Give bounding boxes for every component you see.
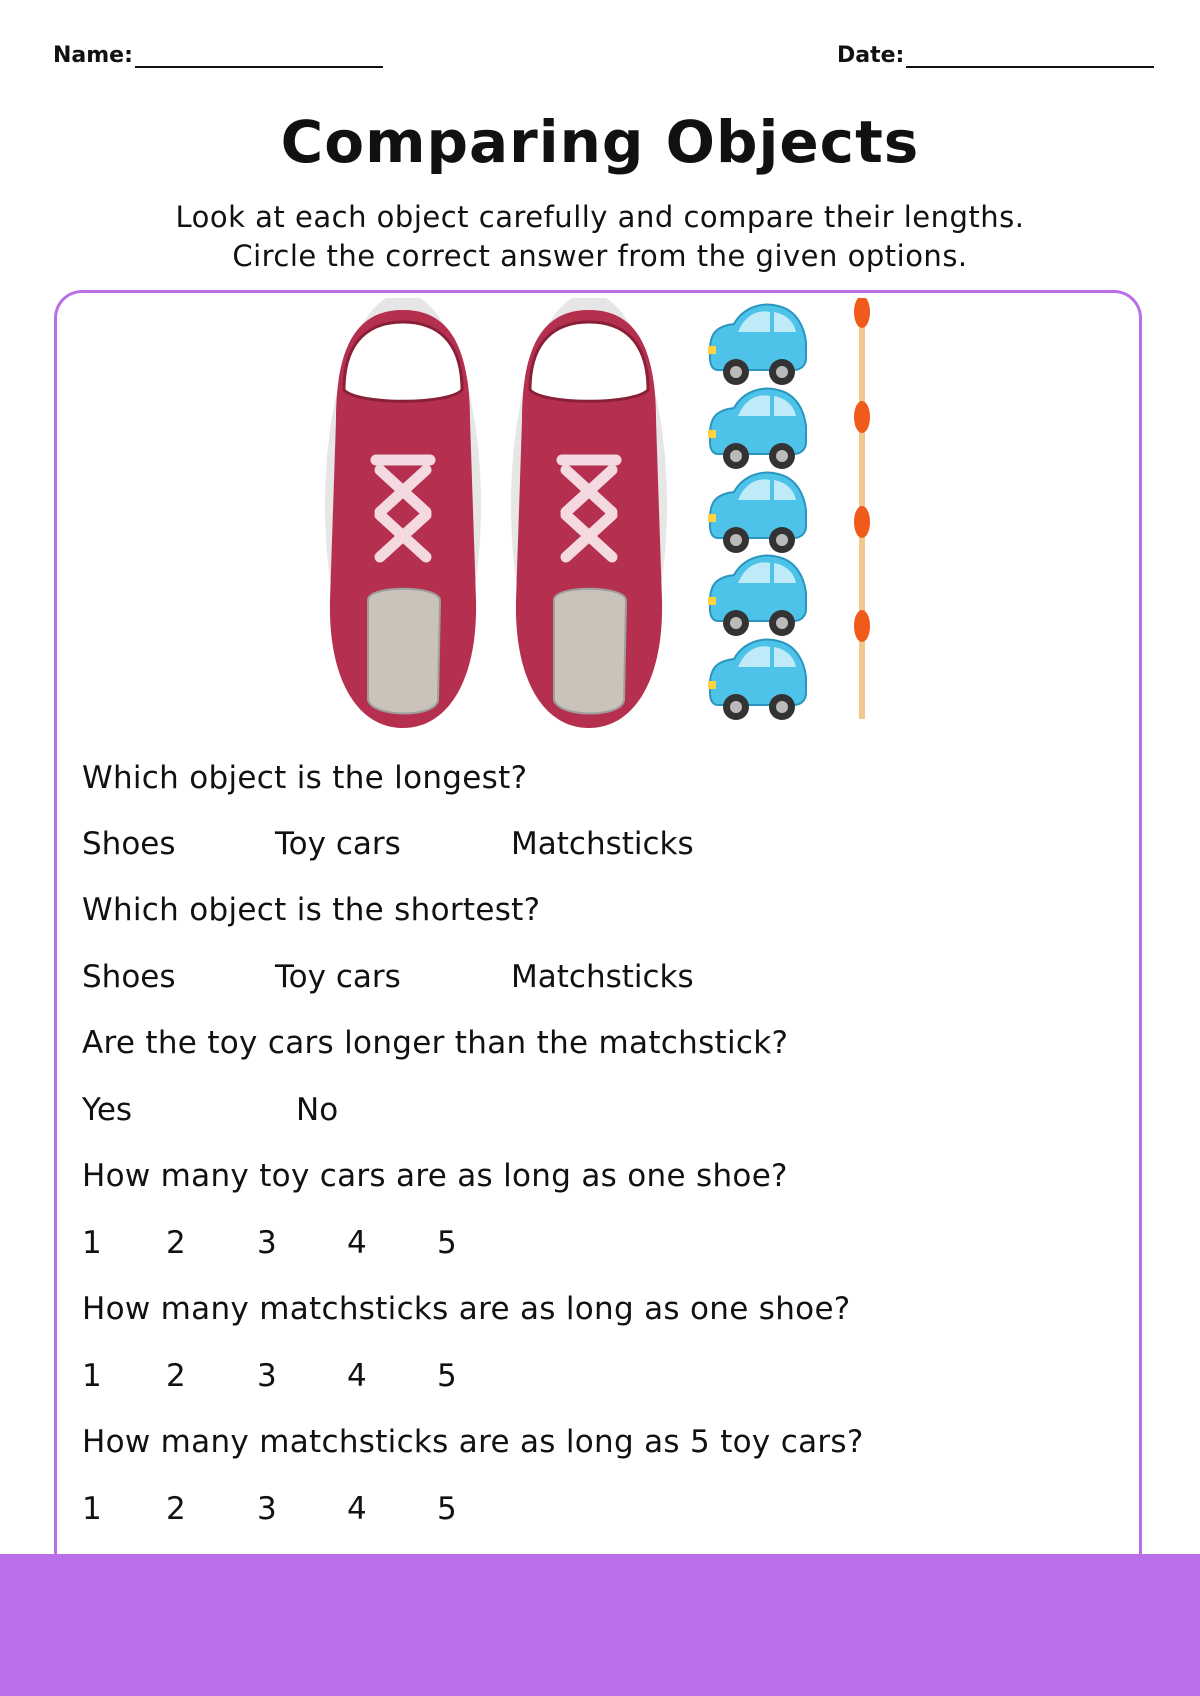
q2-option-matchsticks[interactable]: Matchsticks bbox=[511, 959, 694, 995]
q1-option-shoes[interactable]: Shoes bbox=[82, 826, 176, 862]
q4-option-3[interactable]: 3 bbox=[257, 1225, 277, 1261]
q2-option-shoes[interactable]: Shoes bbox=[82, 959, 176, 995]
q5-option-4[interactable]: 4 bbox=[347, 1358, 367, 1394]
question-2: Which object is the shortest? bbox=[82, 892, 541, 928]
q6-option-3[interactable]: 3 bbox=[257, 1491, 277, 1527]
q3-option-yes[interactable]: Yes bbox=[82, 1092, 133, 1128]
q5-option-5[interactable]: 5 bbox=[437, 1358, 457, 1394]
q4-option-5[interactable]: 5 bbox=[437, 1225, 457, 1261]
objects-illustration bbox=[320, 298, 900, 738]
date-line[interactable] bbox=[906, 40, 1154, 68]
toy-car-1 bbox=[708, 305, 806, 385]
q1-option-matchsticks[interactable]: Matchsticks bbox=[511, 826, 694, 862]
q1-option-toy-cars[interactable]: Toy cars bbox=[275, 826, 401, 862]
question-1: Which object is the longest? bbox=[82, 760, 528, 796]
toy-car-5 bbox=[708, 640, 806, 720]
matchstick-2 bbox=[854, 401, 870, 510]
matchstick-4 bbox=[854, 610, 870, 719]
matchstick-3 bbox=[854, 506, 870, 615]
name-field[interactable] bbox=[53, 40, 383, 68]
q6-option-2[interactable]: 2 bbox=[166, 1491, 186, 1527]
q2-option-toy-cars[interactable]: Toy cars bbox=[275, 959, 401, 995]
shoe-left bbox=[325, 298, 481, 728]
toy-car-4 bbox=[708, 556, 806, 636]
footer-band bbox=[0, 1554, 1200, 1696]
toy-car-2 bbox=[708, 389, 806, 469]
date-label: Date: bbox=[837, 43, 905, 68]
question-6: How many matchsticks are as long as 5 toy cars? bbox=[82, 1424, 864, 1460]
q6-option-1[interactable]: 1 bbox=[82, 1491, 102, 1527]
question-3: Are the toy cars longer than the matchstick? bbox=[82, 1025, 789, 1061]
toy-car-3 bbox=[708, 473, 806, 553]
matchstick-1 bbox=[854, 298, 870, 405]
q4-option-4[interactable]: 4 bbox=[347, 1225, 367, 1261]
q3-option-no[interactable]: No bbox=[296, 1092, 339, 1128]
q4-option-2[interactable]: 2 bbox=[166, 1225, 186, 1261]
name-line[interactable] bbox=[135, 40, 383, 68]
question-5: How many matchsticks are as long as one shoe? bbox=[82, 1291, 851, 1327]
instruction-line-1: Look at each object carefully and compare their lengths. bbox=[175, 200, 1025, 234]
question-4: How many toy cars are as long as one shoe? bbox=[82, 1158, 788, 1194]
q4-option-1[interactable]: 1 bbox=[82, 1225, 102, 1261]
q5-option-2[interactable]: 2 bbox=[166, 1358, 186, 1394]
q6-option-5[interactable]: 5 bbox=[437, 1491, 457, 1527]
shoe-right bbox=[511, 298, 667, 728]
date-field[interactable] bbox=[837, 40, 1154, 68]
name-label: Name: bbox=[53, 43, 133, 68]
q6-option-4[interactable]: 4 bbox=[347, 1491, 367, 1527]
q5-option-1[interactable]: 1 bbox=[82, 1358, 102, 1394]
page-title: Comparing Objects bbox=[280, 108, 920, 176]
instruction-line-2: Circle the correct answer from the given options. bbox=[232, 239, 968, 273]
q5-option-3[interactable]: 3 bbox=[257, 1358, 277, 1394]
